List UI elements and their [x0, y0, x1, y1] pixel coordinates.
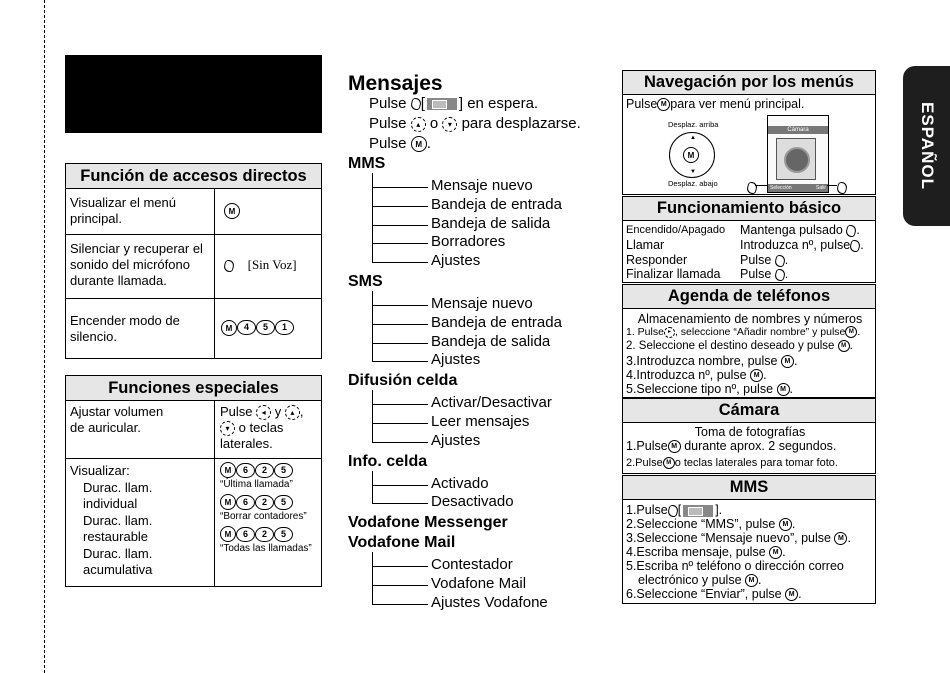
envelope-icon [683, 505, 713, 517]
tree-item: Bandeja de salida [431, 214, 551, 232]
tree-item: Vodafone Mail [431, 575, 527, 592]
tree-branch-line [372, 585, 428, 586]
nav-line: para ver menú principal. [670, 97, 805, 111]
nav-right-icon: ▸ [664, 327, 675, 338]
visualizar-list: Visualizar: Durac. llam. individual Durac. llam. restaurable Durac. llam. acumulativa [70, 463, 153, 577]
send-key-icon [773, 255, 786, 267]
tree-item: Ajustes [431, 252, 481, 270]
softkey-right-icon [835, 182, 848, 194]
key-4-icon: 4 [237, 320, 256, 335]
mensajes-line-2: Pulse ▴ o ▾ para desplazarse. [369, 115, 581, 132]
nav-up-icon: ▴ [285, 405, 300, 420]
mensajes-line-3: Pulse M . [369, 135, 431, 152]
tree-section-heading: Difusión celda [348, 372, 458, 390]
mensajes-line-1: Pulse [ ] en espera. [369, 95, 539, 112]
volumen-text: Ajustar volumen de auricular. [70, 404, 164, 435]
key-2-icon: 2 [255, 463, 274, 478]
tree-item: Leer mensajes [431, 413, 530, 430]
tree-branch-line [372, 225, 428, 226]
tree-branch-line [372, 324, 428, 325]
accesos-title: Función de accesos directos [66, 164, 321, 189]
key-6-icon: 6 [236, 463, 255, 478]
caption-ultima: “Última llamada” [220, 479, 293, 490]
caption-todas: “Todas las llamadas” [220, 543, 312, 554]
menu-key-icon: M [668, 440, 681, 453]
end-key-icon [773, 269, 786, 281]
caption-borrar: “Borrar contadores” [220, 511, 307, 522]
tree-branch-line [372, 423, 428, 424]
accesos-row-text: Encender modo de silencio. [70, 313, 180, 344]
key-2-icon: 2 [255, 527, 274, 542]
menu-key-icon: M [781, 355, 794, 368]
key-5-icon: 5 [274, 463, 293, 478]
tree-branch-line [372, 206, 428, 207]
phone-screen [767, 115, 829, 193]
tree-branch-line [372, 503, 428, 504]
key-5-icon: 5 [274, 527, 293, 542]
key-5-icon: 5 [274, 495, 293, 510]
especiales-title: Funciones especiales [66, 376, 321, 401]
menu-key-icon: M [769, 546, 782, 559]
nav-pad-icon: ▲ ▼ M [669, 132, 715, 178]
tree-section-heading: Vodafone Messenger [348, 514, 508, 532]
tree-item: Desactivado [431, 493, 514, 511]
tree-item: Contestador [431, 556, 513, 574]
tree-branch-line [372, 187, 428, 188]
menu-key-icon: M [221, 320, 237, 336]
nav-up-icon: ▴ [411, 117, 426, 132]
tree-item: Mensaje nuevo [431, 177, 533, 194]
menu-key-icon: M [663, 457, 675, 469]
agenda-box: Almacenamiento de nombres y números 1. Pulse ▸ , seleccione “Añadir nombre” y pulse M . 2. Seleccione el destino deseado y pulse M . 3.Introduzca nombre, pulse M . 4.Introduzca nº, pulse M . 5.Seleccione tipo nº, pulse M . [622, 308, 876, 398]
accesos-table [65, 163, 322, 359]
camara-title: Cámara [622, 398, 876, 423]
black-header-block [65, 55, 322, 133]
tree-branch-line [372, 305, 428, 306]
key-6-icon: 6 [236, 495, 255, 510]
menu-key-icon: M [224, 203, 240, 219]
menu-key-icon: M [657, 98, 670, 111]
screen-left-softkey: Selección [770, 185, 792, 191]
tree-trunk-line [372, 390, 373, 442]
menu-key-icon: M [845, 326, 857, 338]
tree-section-heading: Vodafone Mail [348, 534, 456, 552]
desplaz-abajo-label: Desplaz. abajo [668, 179, 718, 188]
tree-item: Activado [431, 474, 489, 492]
nav-left-icon: ◂ [256, 405, 271, 420]
tree-trunk-line [372, 471, 373, 504]
tree-trunk-line [372, 173, 373, 262]
tree-section-heading: Info. celda [348, 452, 428, 470]
nav-box: Pulse M para ver menú principal. Desplaz. arriba ▲ ▼ M Desplaz. abajo Cámara Selección Salir [622, 94, 876, 195]
cut-line [44, 0, 45, 673]
language-tab-label: ESPAÑOL [917, 102, 937, 190]
tree-item: Ajustes [431, 351, 481, 369]
menu-key-icon: M [220, 494, 236, 510]
accesos-row-text: Visualizar el menú principal. [70, 195, 176, 226]
menu-key-icon: M [785, 588, 798, 601]
softkey-left-icon [745, 182, 758, 194]
accesos-row [66, 189, 321, 235]
camera-icon [776, 138, 816, 180]
tree-branch-line [372, 404, 428, 405]
camara-box: Toma de fotografías 1.Pulse M durante aprox. 2 segundos. 2.Pulse M o teclas laterales para tomar foto. [622, 422, 876, 474]
language-tab [903, 66, 950, 226]
especiales-row [66, 459, 321, 587]
menu-key-icon: M [683, 147, 699, 163]
menu-key-icon: M [779, 518, 792, 531]
tree-item: Bandeja de entrada [431, 195, 562, 213]
tree-item: Mensaje nuevo [431, 295, 533, 312]
tree-item: Bandeja de salida [431, 332, 551, 350]
tree-item: Ajustes Vodafone [431, 593, 548, 611]
tree-section-heading: MMS [348, 155, 386, 172]
tree-item: Ajustes [431, 431, 481, 449]
basico-box: Encendido/Apagado Mantenga pulsado . Llamar Introduzca nº, pulse . Responder Pulse . Finalizar llamada Pulse . [622, 220, 876, 283]
menu-key-icon: M [834, 532, 847, 545]
tree-branch-line [372, 604, 428, 605]
menu-key-icon: M [838, 340, 850, 352]
end-key-icon [845, 225, 858, 237]
key-1-icon: 1 [275, 320, 294, 335]
agenda-title: Agenda de teléfonos [622, 284, 876, 309]
especiales-table [65, 375, 322, 587]
softkey-icon [222, 260, 235, 272]
tree-branch-line [372, 566, 428, 567]
tree-item: Borradores [431, 233, 506, 251]
accesos-row [66, 235, 321, 299]
basico-title: Funcionamiento básico [622, 196, 876, 221]
tree-section-heading: SMS [348, 273, 383, 290]
tree-branch-line [372, 442, 428, 443]
tree-trunk-line [372, 552, 373, 604]
menu-key-icon: M [777, 383, 790, 396]
nav-down-icon: ▾ [442, 117, 457, 132]
key-6-icon: 6 [236, 527, 255, 542]
key-5-icon: 5 [256, 320, 275, 335]
menu-key-icon: M [745, 574, 758, 587]
tree-item: Bandeja de entrada [431, 313, 562, 331]
tree-trunk-line [372, 291, 373, 361]
menu-key-icon: M [411, 136, 427, 152]
mms-title: MMS [622, 475, 876, 500]
tree-branch-line [372, 243, 428, 244]
tree-branch-line [372, 361, 428, 362]
send-key-icon [849, 240, 862, 252]
menu-key-icon: M [220, 526, 236, 542]
key-2-icon: 2 [255, 495, 274, 510]
especiales-row: Ajustar volumen de auricular. Pulse ◂ y ▴ , ▾ o teclas laterales. [66, 401, 321, 459]
tree-branch-line [372, 485, 428, 486]
menu-key-icon: M [220, 462, 236, 478]
nav-title: Navegación por los menús [622, 70, 876, 95]
sin-voz-label: [Sin Voz] [247, 257, 297, 272]
screen-title: Cámara [768, 126, 828, 134]
accesos-row-text: Silenciar y recuperar el sonido del micrófono durante llamada. [70, 241, 203, 288]
envelope-icon [427, 98, 457, 110]
screen-right-softkey: Salir [815, 185, 826, 191]
mensajes-title: Mensajes [348, 72, 443, 95]
desplaz-arriba-label: Desplaz. arriba [668, 120, 719, 129]
tree-item: Activar/Desactivar [431, 394, 552, 412]
nav-down-icon: ▾ [220, 421, 235, 436]
accesos-row [66, 299, 321, 359]
menu-key-icon: M [750, 369, 763, 382]
mms-box: 1.Pulse [ ]. 2.Seleccione “MMS”, pulse M . 3.Seleccione “Mensaje nuevo”, pulse M . 4.Escriba mensaje, pulse M . 5.Escriba nº teléfono o dirección correo electrónico y pulse M . 6.Seleccione “Enviar”, pulse M . [622, 499, 876, 604]
tree-branch-line [372, 343, 428, 344]
tree-branch-line [372, 262, 428, 263]
softkey-icon [409, 98, 422, 110]
